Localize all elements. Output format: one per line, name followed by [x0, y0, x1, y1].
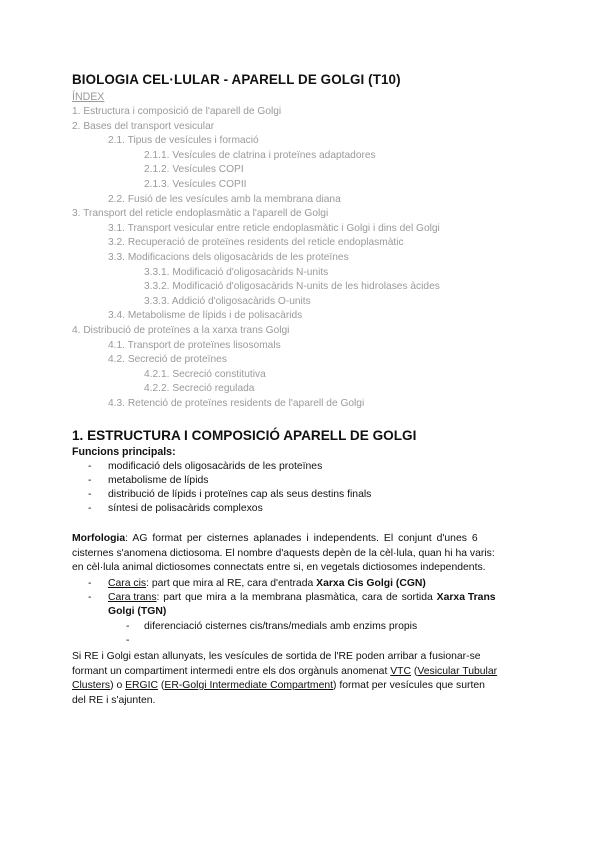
toc-item[interactable]: 4.2.2. Secreció regulada: [144, 383, 255, 395]
ergic-link[interactable]: ERGIC: [125, 680, 159, 692]
bullet-dash: -: [88, 461, 92, 472]
para-line-1: Si RE i Golgi estan allunyats, les vesícules de sortida de l'RE poden arribar a fusionar-se: [72, 651, 481, 662]
toc-item[interactable]: 4.2.1. Secreció constitutiva: [144, 368, 266, 380]
list-item-trans-cont: Golgi (TGN): [108, 606, 167, 617]
toc-item[interactable]: 3.2. Recuperació de proteïnes residents del reticle endoplasmàtic: [108, 237, 404, 249]
toc-item[interactable]: 4. Distribució de proteïnes a la xarxa trans Golgi: [72, 325, 290, 336]
list-item: - distribució de lípids i proteïnes cap als seus destins finals: [88, 489, 372, 500]
toc-item[interactable]: 3.4. Metabolisme de lípids i de polisacàrids: [108, 310, 303, 322]
toc-heading[interactable]: ÍNDEX: [72, 91, 105, 103]
toc-item[interactable]: 4.2. Secreció de proteïnes: [108, 354, 227, 366]
list-item: - modificació dels oligosacàrids de les proteïnes: [88, 461, 323, 472]
toc-item[interactable]: 3.3. Modificacions dels oligosacàrids de les proteïnes: [108, 252, 349, 263]
document-page: BIOLOGIA CEL·LULAR - APARELL DE GOLGI (T10) ÍNDEX 1. Estructura i composició de l'aparell de Golgi 2. Bases del transport vesicular 2.1. Tipus de vesícules i formació 2.1.1. Vesícules de clatrina i proteïnes adaptadores 2.1.2. Vesícules COPI 2.1.3. Vesícules COPII 2.2. Fusió de les vesícules amb la membrana diana 3. Transport del reticle endoplasmàtic a l'aparell de Golgi 3.1. Transport vesicular entre reticle endoplasmàtic i Golgi i dins del Golgi 3.2. Recuperació de proteïnes residents del reticle endoplasmàtic 3.3. Modificacions dels oligosacàrids de les proteïnes 3.3.1. Modificació d'oligosacàrids N-units 3.3.2. Modificació d'oligosacàrids N-units de les hidrolases àcides 3.3.3. Addició d'oligosacàrids O-units 3.4. Metabolisme de lípids i de polisacàrids 4. Distribució de proteïnes a la xarxa trans Golgi 4.1. Transport de proteïnes lisosomals 4.2. Secreció de proteïnes 4.2.1. Secreció constitutiva 4.2.2. Secreció regulada 4.3. Retenció de proteïnes residents de l'aparell de Golgi 1. ESTRUCTURA I COMPOSICIÓ APARELL DE GOLGI Funcions principals: - modificació dels oligosacàrids de les proteïnes - metabolisme de lípids - distribució de lípids i proteïnes cap als seus destins finals - síntesi de polisacàrids complexos Morfologia: AG format per cisternes aplanades i independents. El conjunt d'unes 6 cisternes s'anomena dictiosoma. El nombre d'aquests depèn de la cèl·lula, quan hi ha varis: en cèl·lula animal dictiosomes connectats entre si, en vegetals dictiosomes independents. - Cara cis: part que mira al RE, cara d'entrada Xarxa Cis Golgi (CGN) - Cara trans: part que mira a la membrana plasmàtica, cara de sortida Xarxa Trans Golgi (TGN) - diferenciació cisternes cis/trans/medials amb enzims propis - Si RE i Golgi estan allunyats, les vesícules de sortida de l'RE poden arribar a fusionar-se formant un compartiment intermedi entre els dos orgànuls anomenat VTC (Vesicular Tubular Clusters) o ERGIC (ER-Golgi Intermediate Compartment) format per vesícules que surten del RE i s'ajunten.: [0, 0, 600, 848]
toc-item[interactable]: 3.1. Transport vesicular entre reticle endoplasmàtic i Golgi i dins del Golgi: [108, 222, 440, 234]
toc-item[interactable]: 3. Transport del reticle endoplasmàtic a l'aparell de Golgi: [72, 208, 329, 220]
document-title: BIOLOGIA CEL·LULAR - APARELL DE GOLGI (T10): [72, 72, 401, 87]
cis-face-link[interactable]: Cara cis: [108, 578, 147, 589]
list-item: - síntesi de polisacàrids complexos: [88, 503, 263, 514]
toc-item[interactable]: 3.3.3. Addició d'oligosacàrids O-units: [144, 295, 311, 307]
toc-item[interactable]: 3.3.2. Modificació d'oligosacàrids N-units de les hidrolases àcides: [144, 281, 440, 293]
morphology-line-2: cisternes s'anomena dictiosoma. El nombre d'aquests depèn de la cèl·lula, quan hi ha varis:: [72, 547, 495, 559]
para-line-3: Clusters) o ERGIC (ER-Golgi Intermediate Compartment) format per vesícules que surten: [72, 680, 485, 692]
morphology-line-1: Morfologia: AG format per cisternes aplanades i independents. El conjunt d'unes 6: [72, 533, 478, 544]
trans-face-link[interactable]: Cara trans: [108, 592, 157, 603]
para-line-2: formant un compartiment intermedi entre els dos orgànuls anomenat VTC (Vesicular Tubular: [72, 665, 498, 677]
vtc-full-link-cont[interactable]: Clusters: [72, 680, 111, 692]
morphology-line-3: en cèl·lula animal dictiosomes connectats entre si, en vegetals dictiosomes independents.: [72, 562, 486, 574]
bullet-dash: -: [88, 475, 92, 486]
list-item-cis: - Cara cis: part que mira al RE, cara d'entrada Xarxa Cis Golgi (CGN): [88, 578, 426, 589]
toc-item[interactable]: 4.1. Transport de proteïnes lisosomals: [108, 339, 281, 351]
toc-item[interactable]: 2. Bases del transport vesicular: [72, 120, 215, 132]
toc-item[interactable]: 4.3. Retenció de proteïnes residents de l'aparell de Golgi: [108, 398, 365, 409]
toc-item[interactable]: 2.2. Fusió de les vesícules amb la membrana diana: [108, 193, 341, 205]
functions-label: Funcions principals:: [72, 446, 176, 458]
toc-item[interactable]: 3.3.1. Modificació d'oligosacàrids N-units: [144, 266, 329, 278]
bullet-dash: -: [88, 503, 92, 514]
vtc-full-link[interactable]: Vesicular Tubular: [417, 665, 498, 677]
toc-item[interactable]: 2.1. Tipus de vesícules i formació: [108, 135, 259, 147]
section-1-heading: 1. ESTRUCTURA I COMPOSICIÓ APARELL DE GOLGI: [72, 428, 417, 443]
list-item-trans: - Cara trans: part que mira a la membrana plasmàtica, cara de sortida Xarxa Trans: [88, 592, 496, 603]
toc-item[interactable]: 2.1.3. Vesícules COPII: [144, 179, 247, 190]
toc-item[interactable]: 1. Estructura i composició de l'aparell de Golgi: [72, 106, 282, 117]
bullet-dash: -: [88, 489, 92, 500]
morphology-label: Morfologia: [72, 533, 126, 544]
toc-item[interactable]: 2.1.2. Vesícules COPI: [144, 164, 244, 176]
para-line-4: del RE i s'ajunten.: [72, 694, 156, 706]
vtc-link[interactable]: VTC: [390, 665, 412, 677]
toc-item[interactable]: 2.1.1. Vesícules de clatrina i proteïnes adaptadores: [144, 149, 376, 161]
list-item: - metabolisme de lípids: [88, 475, 209, 486]
ergic-full-link[interactable]: ER-Golgi Intermediate Compartment: [164, 680, 334, 692]
sub-list-item: - diferenciació cisternes cis/trans/medials amb enzims propis: [126, 621, 418, 632]
